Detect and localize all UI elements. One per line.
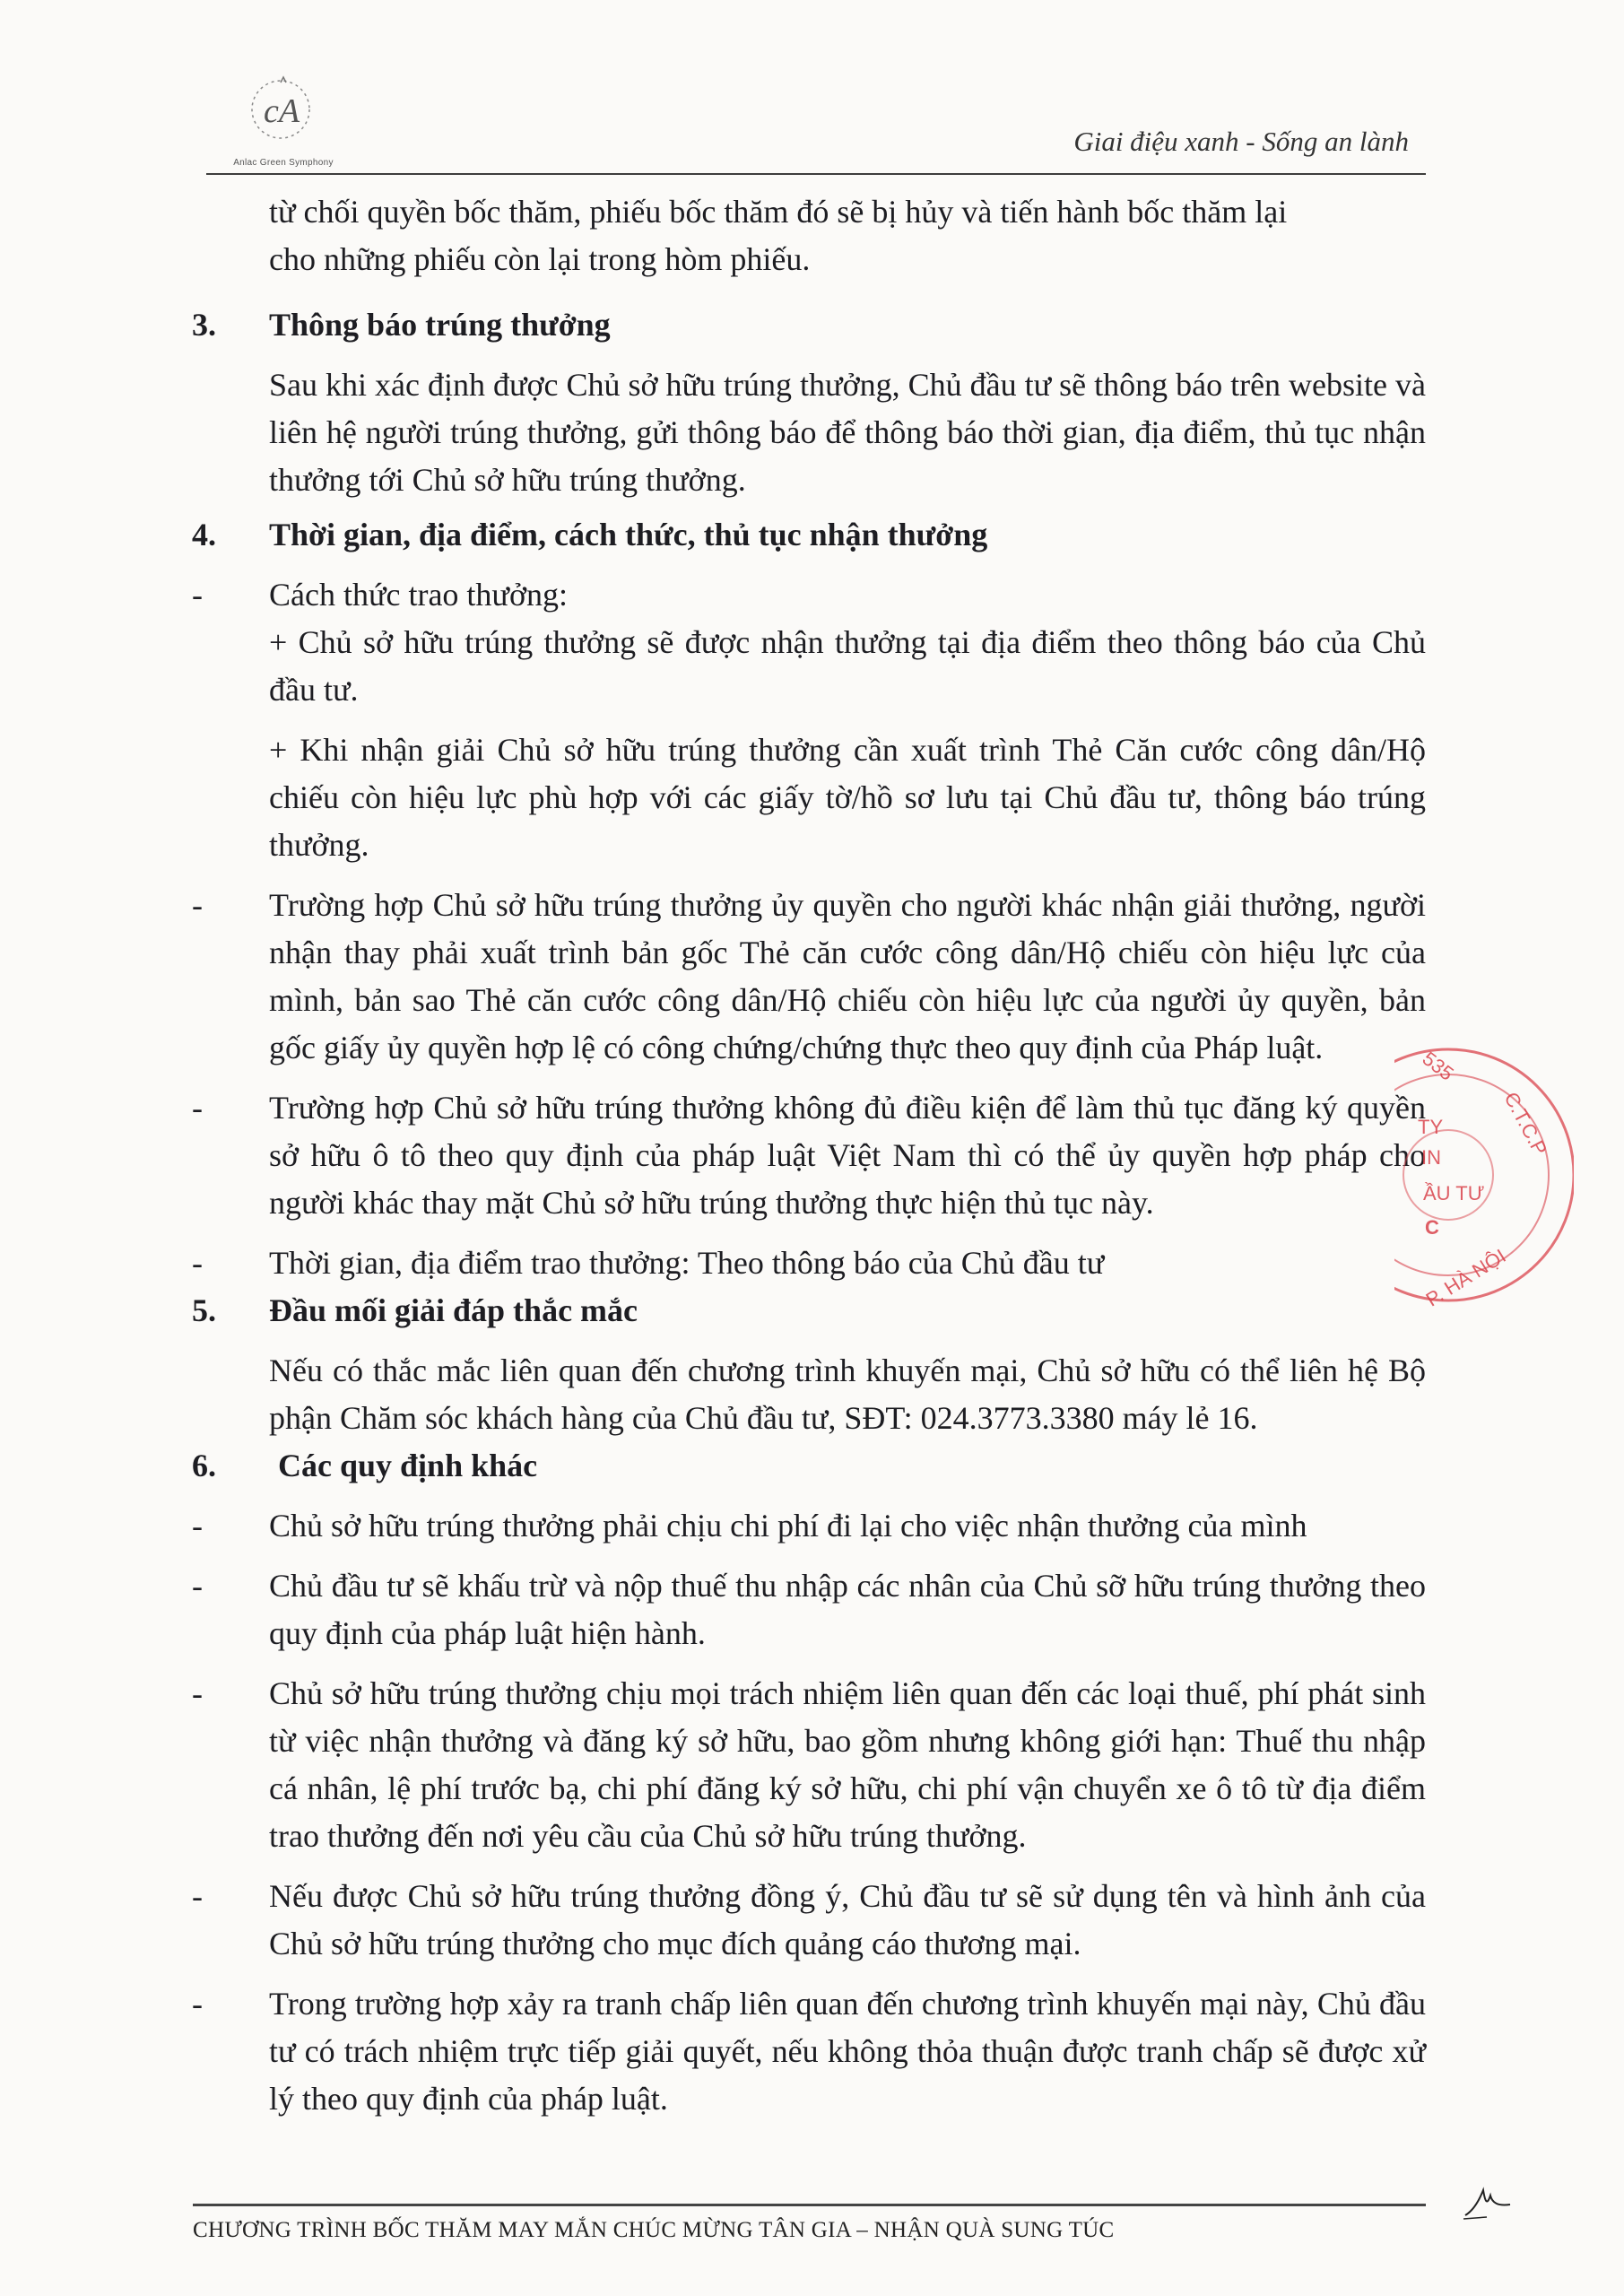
bullet-dash: - [192, 1675, 203, 1711]
company-logo [212, 65, 346, 172]
list-item-text: Cách thức trao thưởng: [269, 577, 568, 613]
list-item-text: Trường hợp Chủ sở hữu trúng thưởng ủy quyền cho người khác nhận giải thưởng, người nhận thay phải xuất trình bản gốc Thẻ căn cước công dân/Hộ chiếu còn hiệu lực của mình, bản sao Thẻ căn cước công dân/Hộ chiếu còn hiệu lực của người ủy quyền, bản gốc giấy ủy quyền hợp lệ có công chứng/chứng thực theo quy định của Pháp luật. [269, 887, 1426, 1065]
seal-text: IN [1421, 1146, 1441, 1169]
seal-text: P. HÀ NỘI [1421, 1244, 1510, 1311]
section-3-paragraph: Sau khi xác định được Chủ sở hữu trúng thưởng, Chủ đầu tư sẽ thông báo trên website và liên hệ người trúng thưởng, gửi thông báo để thông báo thời gian, địa điểm, thủ tục nhận thưởng tới Chủ sở hữu trúng thưởng. [269, 367, 1426, 498]
section-title: Thời gian, địa điểm, cách thức, thủ tục nhận thưởng [269, 517, 988, 552]
header-tagline: Giai điệu xanh - Sống an lành [1073, 126, 1409, 157]
list-item-text: Chủ đầu tư sẽ khấu trừ và nộp thuế thu nhập các nhân của Chủ sỡ hữu trúng thưởng theo quy định của pháp luật hiện hành. [269, 1568, 1426, 1651]
list-item [179, 1084, 1426, 1227]
list-item-text: Trong trường hợp xảy ra tranh chấp liên quan đến chương trình khuyến mại này, Chủ đầu tư có trách nhiệm trực tiếp giải quyết, nếu không thỏa thuận được tranh chấp sẽ được xử lý theo quy định của pháp luật. [269, 1986, 1426, 2117]
seal-text: C [1425, 1216, 1439, 1239]
seal-text: C.T.C.P [1499, 1088, 1552, 1160]
section-4-heading [179, 511, 1426, 559]
company-seal-stamp [1394, 1031, 1574, 1318]
bullet-dash: - [192, 1568, 203, 1604]
section-5-heading [179, 1287, 1426, 1335]
bullet-dash: - [192, 1090, 203, 1126]
bullet-dash: - [192, 577, 203, 613]
section-number: 5. [192, 1292, 216, 1328]
document-body [179, 188, 1426, 2123]
list-item [179, 1239, 1426, 1287]
footer-divider [193, 2204, 1426, 2206]
signature-mark [1462, 2179, 1515, 2224]
bullet-dash: - [192, 1878, 203, 1914]
intro-line: từ chối quyền bốc thăm, phiếu bốc thăm đó sẽ bị hủy và tiến hành bốc thăm lại [269, 194, 1288, 230]
list-item [179, 1980, 1426, 2123]
intro-line: cho những phiếu còn lại trong hòm phiếu. [269, 241, 811, 277]
list-item [179, 882, 1426, 1072]
section-number: 6. [192, 1448, 216, 1483]
section-title: Các quy định khác [278, 1448, 538, 1483]
list-item-text: Thời gian, địa điểm trao thưởng: Theo thông báo của Chủ đầu tư [269, 1245, 1105, 1281]
list-item [179, 1562, 1426, 1657]
section-number: 3. [192, 307, 216, 343]
section-title: Đầu mối giải đáp thắc mắc [269, 1292, 638, 1328]
seal-text: 535 [1418, 1047, 1458, 1085]
sub-item: + Chủ sở hữu trúng thưởng sẽ được nhận thưởng tại địa điểm theo thông báo của Chủ đầu tư. [269, 624, 1426, 708]
section-6-heading [179, 1442, 1426, 1490]
list-item [179, 1502, 1426, 1550]
list-item [179, 1670, 1426, 1860]
logo-emblem-icon [231, 65, 330, 154]
initials-signature-icon [1462, 2179, 1515, 2224]
list-item [179, 1873, 1426, 1968]
bullet-dash: - [192, 1245, 203, 1281]
section-number: 4. [192, 517, 216, 552]
footer-text: CHƯƠNG TRÌNH BỐC THĂM MAY MẮN CHÚC MỪNG TÂN GIA – NHẬN QUÀ SUNG TÚC [193, 2218, 1115, 2242]
list-item-text: Nếu được Chủ sở hữu trúng thưởng đồng ý, Chủ đầu tư sẽ sử dụng tên và hình ảnh của Chủ sở hữu trúng thưởng cho mục đích quảng cáo thương mại. [269, 1878, 1426, 1961]
svg-text:cA: cA [264, 92, 300, 130]
bullet-dash: - [192, 887, 203, 923]
list-item-text: Chủ sở hữu trúng thưởng phải chịu chi phí đi lại cho việc nhận thưởng của mình [269, 1508, 1307, 1544]
seal-text: TY [1418, 1116, 1444, 1138]
list-item-text: Trường hợp Chủ sở hữu trúng thưởng không đủ điều kiện để làm thủ tục đăng ký quyền sở hữu ô tô theo quy định của pháp luật Việt Nam thì có thể ủy quyền hợp pháp cho người khác thay mặt Chủ sở hữu trúng thưởng thực hiện thủ tục này. [269, 1090, 1426, 1221]
header-divider [206, 173, 1426, 175]
section-title: Thông báo trúng thưởng [269, 307, 611, 343]
section-5-paragraph: Nếu có thắc mắc liên quan đến chương trình khuyến mại, Chủ sở hữu có thể liên hệ Bộ phận Chăm sóc khách hàng của Chủ đầu tư, SĐT: 024.3773.3380 máy lẻ 16. [269, 1352, 1426, 1436]
list-item-text: Chủ sở hữu trúng thưởng chịu mọi trách nhiệm liên quan đến các loại thuế, phí phát sinh từ việc nhận thưởng và đăng ký sở hữu, bao gồm nhưng không giới hạn: Thuế thu nhập cá nhân, lệ phí trước bạ, chi phí đăng ký sở hữu, chi phí vận chuyển xe ô tô từ địa điểm trao thưởng đến nơi yêu cầu của Chủ sở hữu trúng thưởng. [269, 1675, 1426, 1854]
section-3-heading [179, 301, 1426, 349]
sub-item: + Khi nhận giải Chủ sở hữu trúng thưởng cần xuất trình Thẻ Căn cước công dân/Hộ chiếu còn hiệu lực phù hợp với các giấy tờ/hồ sơ lưu tại Chủ đầu tư, thông báo trúng thưởng. [269, 732, 1426, 863]
seal-text: ẦU TƯ [1423, 1182, 1485, 1205]
bullet-dash: - [192, 1508, 203, 1544]
logo-caption: Anlac Green Symphony [233, 158, 334, 168]
list-item [179, 571, 1426, 619]
bullet-dash: - [192, 1986, 203, 2022]
